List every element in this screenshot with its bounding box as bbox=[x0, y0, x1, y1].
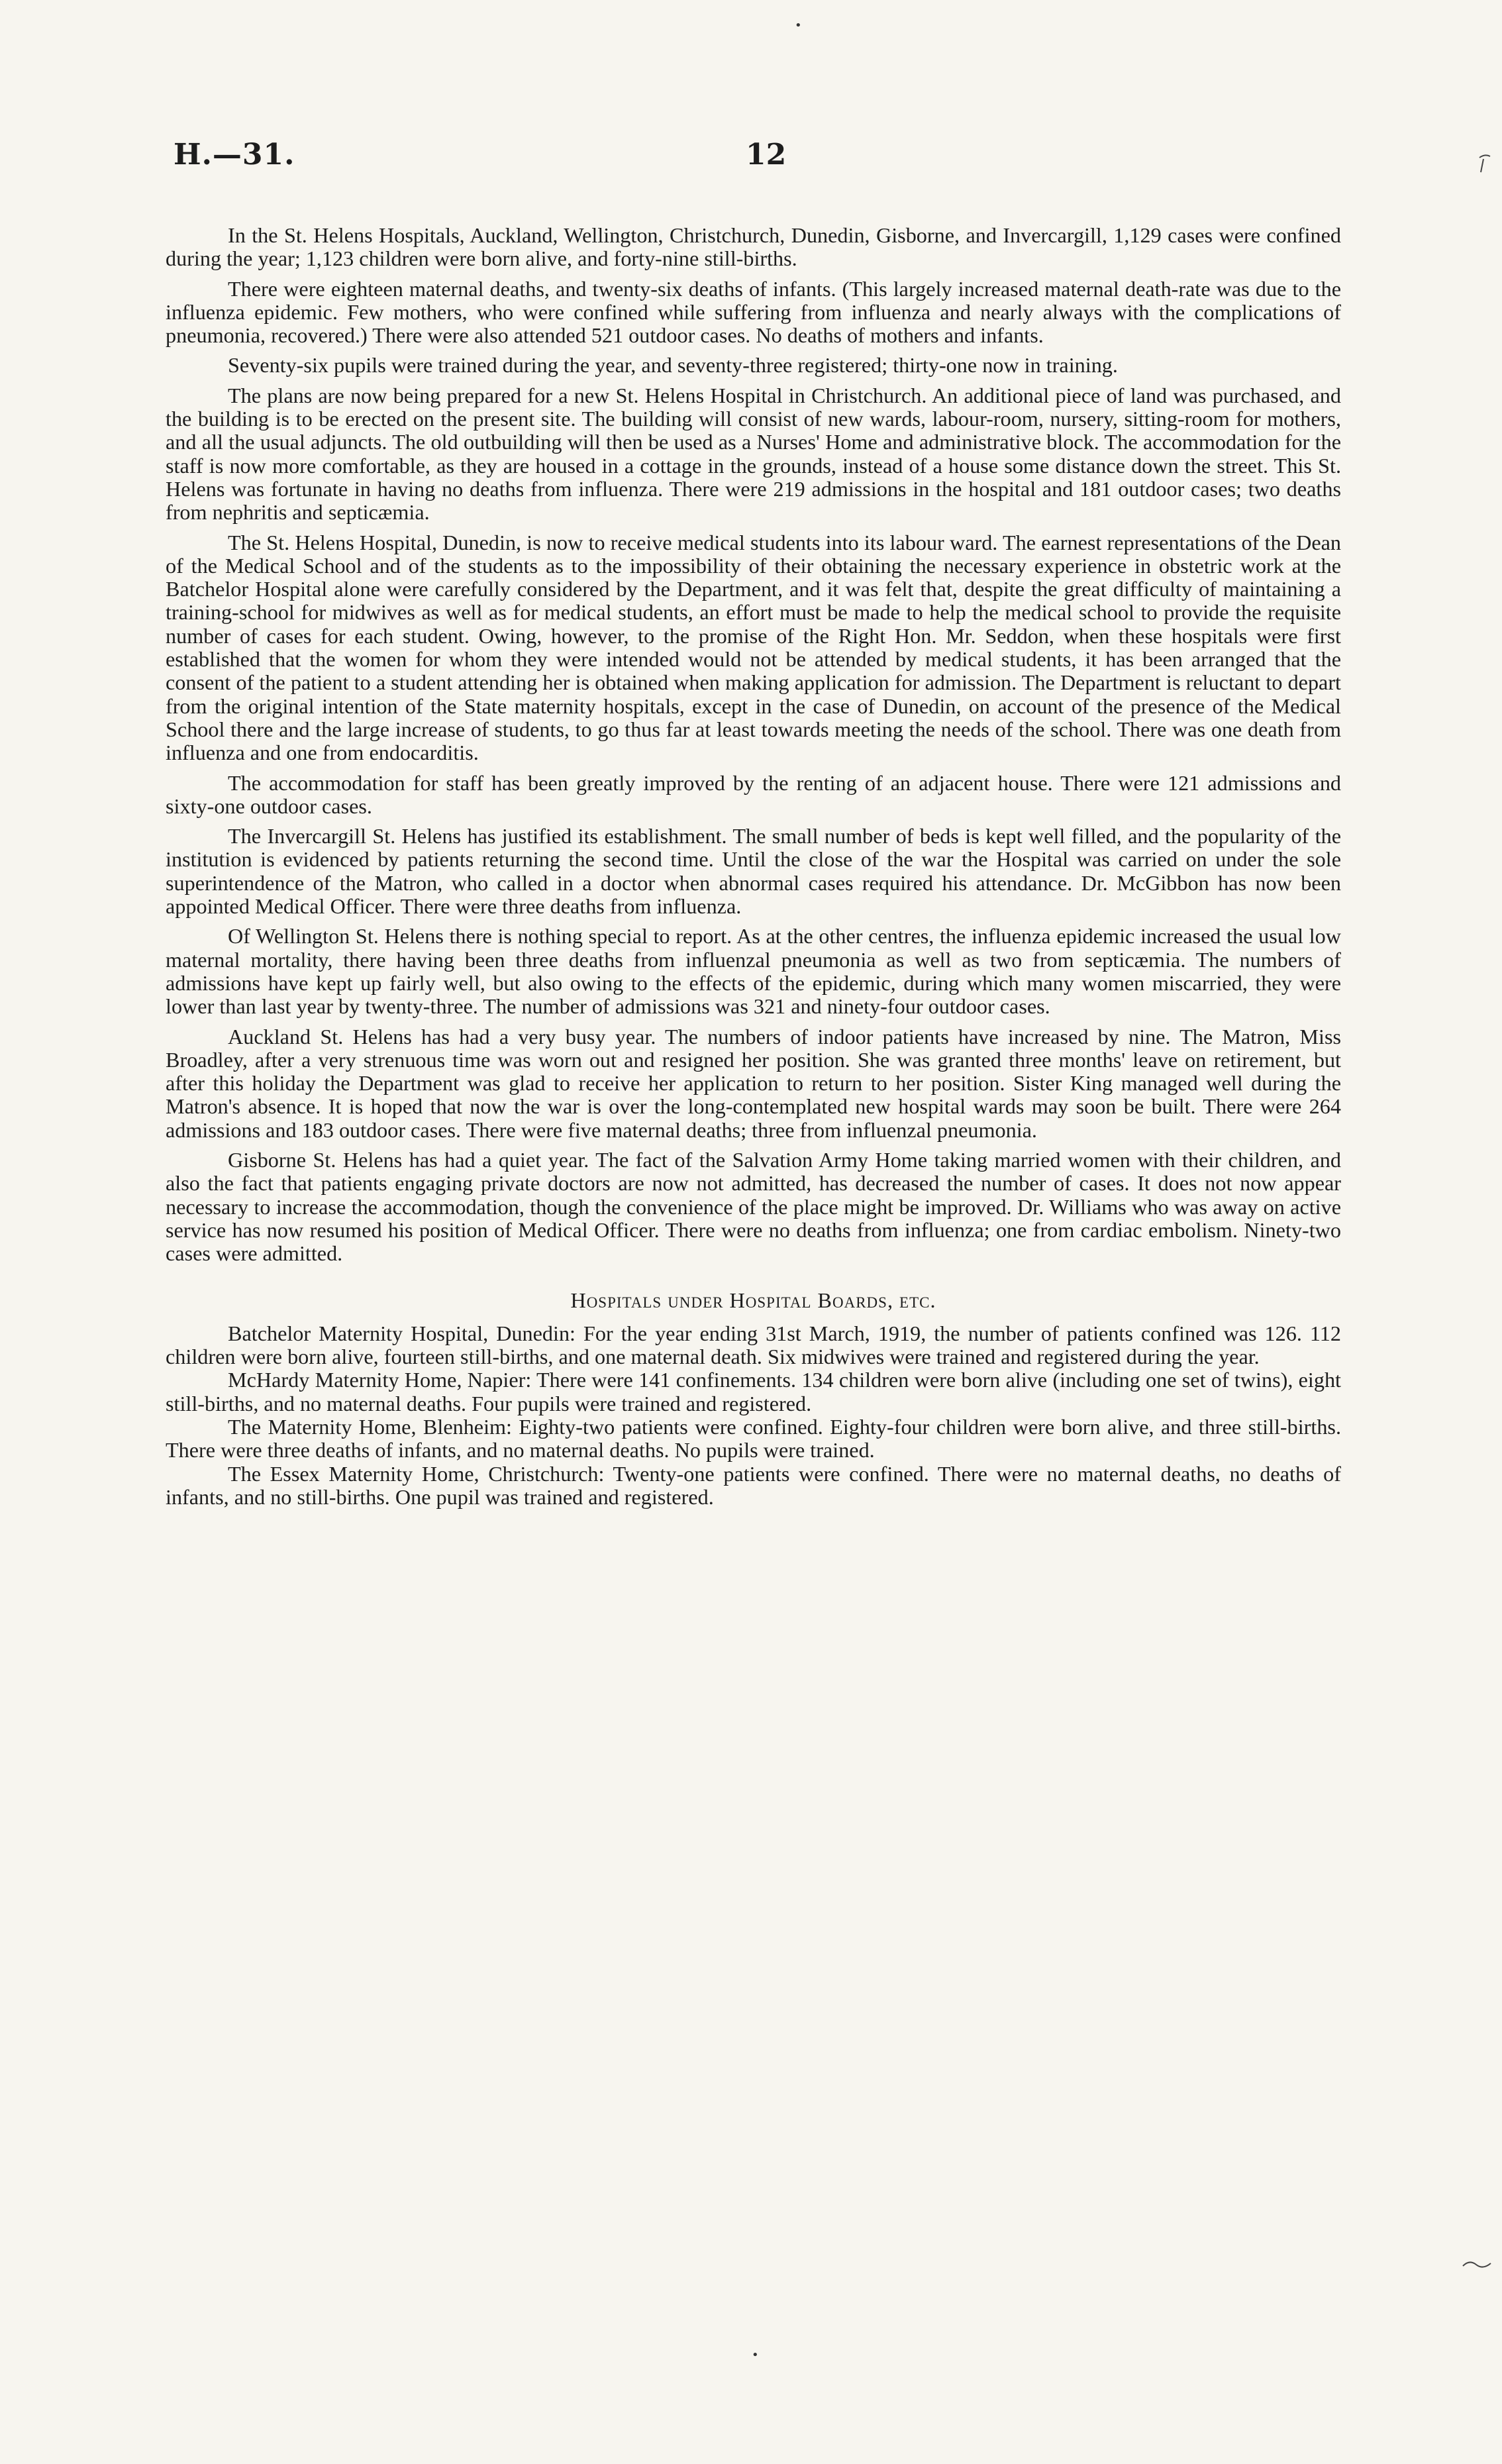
page-header bbox=[174, 138, 1379, 178]
paragraph-maternal-deaths: There were eighteen maternal deaths, and twenty-six deaths of infants. (This largely increased maternal death-rate was due to the influenza epidemic. Few mothers, who were confined while suffering from influenza and nearly always with the complications of pneumonia, recovered.) There were also attended 521 outdoor cases. No deaths of mothers and infants. bbox=[166, 276, 1341, 348]
paragraph-dunedin-staff: The accommodation for staff has been greatly improved by the renting of an adjacent house. There were 121 admissions and sixty-one outdoor cases. bbox=[166, 770, 1341, 818]
paragraph-essex: The Essex Maternity Home, Christchurch: Twenty-one patients were confined. There were no maternal deaths, no deaths of infants, and no still-births. One pupil was trained and registered. bbox=[166, 1461, 1341, 1509]
paragraph-st-helens-summary: In the St. Helens Hospitals, Auckland, Wellington, Christchurch, Dunedin, Gisborne, and Invercargill, 1,129 cases were confined during the year; 1,123 children were born alive, and forty-nine still-births. bbox=[166, 223, 1341, 271]
page-number: 12 bbox=[746, 138, 787, 172]
paragraph-blenheim: The Maternity Home, Blenheim: Eighty-two patients were confined. Eighty-four children were born alive, and three still-births. There were three deaths of infants, and no maternal deaths. No pupils were trained. bbox=[166, 1414, 1341, 1463]
section-heading: Hospitals under Hospital Boards, etc. bbox=[570, 1288, 936, 1313]
paragraph-christchurch: The plans are now being prepared for a new St. Helens Hospital in Christchurch. An additional piece of land was purchased, and the building is to be erected on the present site. The building will consist of new wards, labour-room, nursery, sitting-room for mothers, and all the usual adjuncts. The old outbuilding will then be used as a Nurses' Home and administrative block. The accommodation for the staff is now more comfortable, as they are housed in a cottage in the grounds, instead of a house some distance down the street. This St. Helens was fortunate in having no deaths from influenza. There were 219 admissions in the hospital and 181 outdoor cases; two deaths from nephritis and septicæmia. bbox=[166, 383, 1341, 525]
speck-icon: • bbox=[795, 19, 802, 32]
paragraph-dunedin: The St. Helens Hospital, Dunedin, is now to receive medical students into its labour ward. The earnest representations of the Dean of the Medical School and of the students as to the impossibility of their obtaining the necessary experience in obstetric work at the Batchelor Hospital alone were carefully considered by the Department, and it was felt that, despite the great difficulty of maintaining a training-school for midwives as well as for medical students, an effort must be made to help the medical school to provide the requisite number of cases for each student. Owing, however, to the promise of the Right Hon. Mr. Seddon, when these hospitals were first established that the women for whom they were intended would not be attended by medical students, it has been arranged that the consent of the patient to a student attending her is obtained when making application for admission. The Department is reluctant to depart from the original intention of the State maternity hospitals, except in the case of Dunedin, on account of the presence of the Medical School there and the large increase of students, to go thus far at least towards meeting the needs of the school. There was one death from influenza and one from endocarditis. bbox=[166, 530, 1341, 765]
document-reference: H.—31. bbox=[174, 138, 295, 172]
paragraph-pupils-trained: Seventy-six pupils were trained during the year, and seventy-three registered; thirty-one now in training. bbox=[228, 353, 1118, 378]
body-text bbox=[166, 224, 1341, 1509]
paragraph-auckland: Auckland St. Helens has had a very busy year. The numbers of indoor patients have increased by nine. The Matron, Miss Broadley, after a very strenuous time was worn out and resigned her position. She was granted three months' leave on retirement, but after this holiday the Department was glad to receive her application to return to her position. Sister King managed well during the Matron's absence. It is hoped that now the war is over the long-contemplated new hospital wards may soon be built. There were 264 admissions and 183 outdoor cases. There were five maternal deaths; three from influenzal pneumonia. bbox=[166, 1024, 1341, 1142]
paragraph-invercargill: The Invercargill St. Helens has justified its establishment. The small number of beds is kept well filled, and the popularity of the institution is evidenced by patients returning the second time. Until the close of the war the Hospital was carried on under the sole superintendence of the Matron, who called in a doctor when abnormal cases required his attendance. Dr. McGibbon has now been appointed Medical Officer. There were three deaths from influenza. bbox=[166, 824, 1341, 919]
paragraph-wellington: Of Wellington St. Helens there is nothing special to report. As at the other centres, the influenza epidemic increased the usual low maternal mortality, there having been three deaths from influenzal pneumonia as well as two from septicæmia. The numbers of admissions have kept up fairly well, but also owing to the effects of the epidemic, during which many women miscarried, they were lower than last year by twenty-three. The number of admissions was 321 and ninety-four outdoor cases. bbox=[166, 924, 1341, 1019]
margin-mark-icon bbox=[1460, 2255, 1493, 2275]
margin-mark-icon bbox=[1477, 151, 1493, 178]
paragraph-batchelor: Batchelor Maternity Hospital, Dunedin: For the year ending 31st March, 1919, the number of patients confined was 126. 112 children were born alive, fourteen still-births, and one maternal death. Six midwives were trained and registered during the year. bbox=[166, 1321, 1341, 1369]
speck-icon: • bbox=[752, 2348, 759, 2362]
paragraph-gisborne: Gisborne St. Helens has had a quiet year. The fact of the Salvation Army Home taking married women with their children, and also the fact that patients engaging private doctors are now not admitted, has decreased the number of cases. It does not now appear necessary to increase the accommodation, though the convenience of the place might be improved. Dr. Williams who was away on active service has now resumed his position of Medical Officer. There were no deaths from influenza; one from cardiac embolism. Ninety-two cases were admitted. bbox=[166, 1147, 1341, 1266]
paragraph-mchardy: McHardy Maternity Home, Napier: There were 141 confinements. 134 children were born alive (including one set of twins), eight still-births, and no maternal deaths. Four pupils were trained and registered. bbox=[166, 1368, 1341, 1415]
